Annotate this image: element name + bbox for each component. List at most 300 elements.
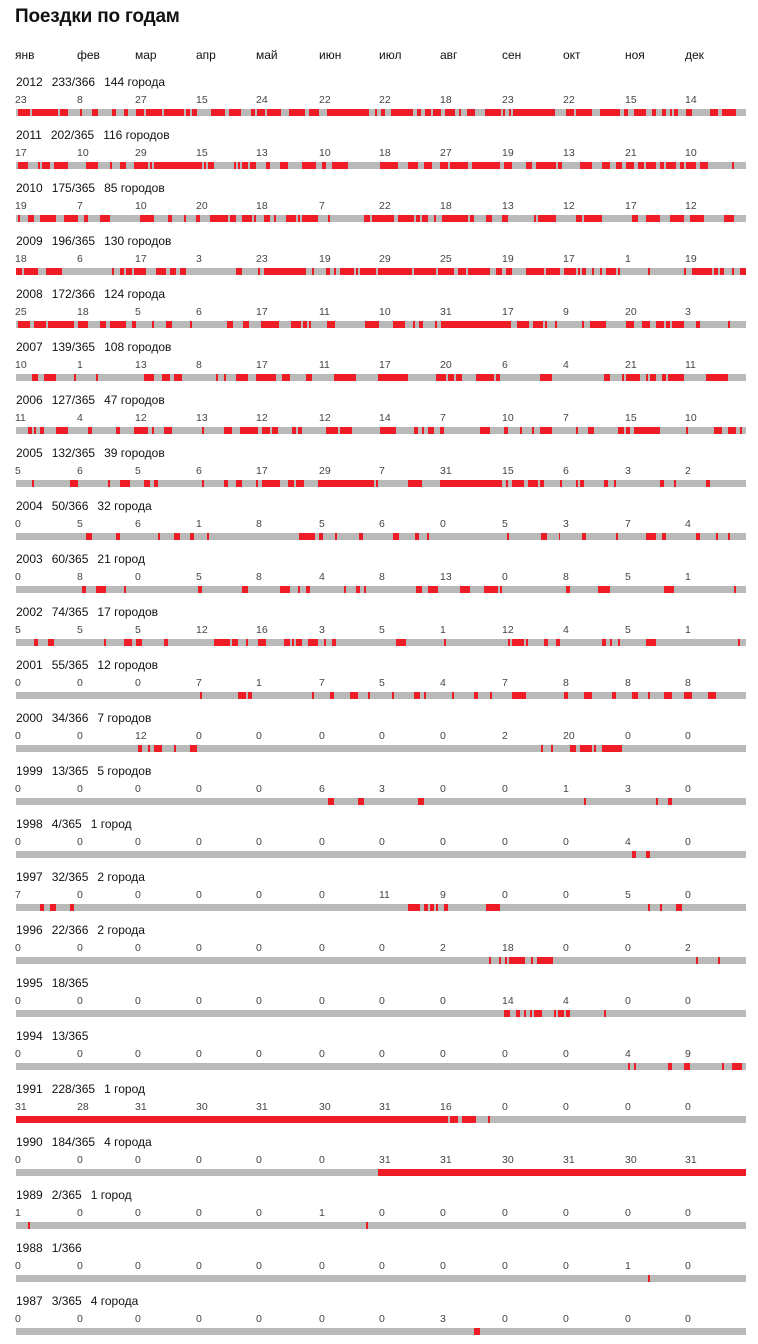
month-count: 0 xyxy=(135,1048,141,1060)
month-count: 1 xyxy=(319,1207,325,1219)
trip-segment xyxy=(86,162,98,169)
trip-segment xyxy=(48,639,54,646)
month-count: 10 xyxy=(15,359,27,371)
trip-segment xyxy=(242,162,248,169)
trip-segment xyxy=(708,692,716,699)
month-count: 19 xyxy=(319,253,331,265)
trip-segment xyxy=(562,1010,564,1017)
trip-segment xyxy=(162,374,170,381)
month-count: 10 xyxy=(502,412,514,424)
trip-segment xyxy=(526,268,544,275)
trip-segment xyxy=(32,480,34,487)
trip-segment xyxy=(120,480,130,487)
trip-segment xyxy=(416,586,422,593)
trip-segment xyxy=(474,692,478,699)
trip-segment xyxy=(324,639,326,646)
trip-segment xyxy=(546,268,560,275)
month-count: 5 xyxy=(625,624,631,636)
month-count: 0 xyxy=(440,1260,446,1272)
month-count: 29 xyxy=(135,147,147,159)
trip-segment xyxy=(134,1116,196,1123)
trip-segment xyxy=(418,798,424,805)
month-count: 2 xyxy=(685,465,691,477)
trip-segment xyxy=(208,162,214,169)
trip-segment xyxy=(666,162,676,169)
trip-segment xyxy=(146,109,162,116)
cities-count: 116 городов xyxy=(103,128,170,142)
trip-segment xyxy=(192,109,198,116)
month-count: 0 xyxy=(77,677,83,689)
month-count: 30 xyxy=(502,1154,514,1166)
trip-segment xyxy=(238,162,240,169)
trip-segment xyxy=(582,321,584,328)
trip-segment xyxy=(728,321,730,328)
days-ratio: 139/365 xyxy=(51,340,96,354)
trip-segment xyxy=(508,639,510,646)
trip-segment xyxy=(298,215,300,222)
month-count: 0 xyxy=(440,1048,446,1060)
trip-segment xyxy=(532,427,534,434)
month-count: 10 xyxy=(685,412,697,424)
trip-segment xyxy=(120,268,124,275)
trip-segment xyxy=(674,109,678,116)
trip-segment xyxy=(696,957,698,964)
trip-segment xyxy=(686,162,696,169)
month-count: 23 xyxy=(256,253,268,265)
trip-segment xyxy=(202,427,204,434)
month-count: 18 xyxy=(379,147,391,159)
month-count: 0 xyxy=(625,942,631,954)
trip-segment xyxy=(516,1010,520,1017)
trip-segment xyxy=(534,215,536,222)
trip-segment xyxy=(618,268,620,275)
trip-segment xyxy=(580,480,584,487)
year-label: 2001 xyxy=(16,658,43,672)
trip-segment xyxy=(204,162,206,169)
trip-segment xyxy=(424,162,432,169)
trip-segment xyxy=(624,109,628,116)
year-header xyxy=(16,234,180,248)
year-label: 2005 xyxy=(16,446,43,460)
trip-segment xyxy=(526,639,528,646)
trip-segment xyxy=(327,321,335,328)
trip-segment xyxy=(380,162,398,169)
trip-segment xyxy=(648,268,650,275)
days-ratio: 22/366 xyxy=(51,923,89,937)
month-count: 4 xyxy=(440,677,446,689)
trip-segment xyxy=(499,957,501,964)
month-count: 0 xyxy=(15,571,21,583)
days-ratio: 196/365 xyxy=(51,234,96,248)
trip-segment xyxy=(332,639,336,646)
trip-segment xyxy=(684,1063,690,1070)
trip-segment xyxy=(42,162,50,169)
trip-segment xyxy=(524,1010,526,1017)
trip-segment xyxy=(284,639,290,646)
trip-segment xyxy=(462,1116,476,1123)
trip-segment xyxy=(134,268,146,275)
days-ratio: 202/365 xyxy=(50,128,95,142)
trip-segment xyxy=(254,215,256,222)
month-count: 0 xyxy=(77,995,83,1007)
year-label: 1987 xyxy=(16,1294,43,1308)
trip-segment xyxy=(108,480,110,487)
trip-segment xyxy=(180,268,186,275)
days-ratio: 60/365 xyxy=(51,552,89,566)
trip-segment xyxy=(312,692,314,699)
trip-segment xyxy=(224,427,232,434)
trip-segment xyxy=(470,215,474,222)
trip-segment xyxy=(460,586,470,593)
month-count: 0 xyxy=(77,1048,83,1060)
trip-segment xyxy=(434,215,436,222)
trip-segment xyxy=(564,268,576,275)
month-count: 15 xyxy=(196,147,208,159)
month-count: 0 xyxy=(502,571,508,583)
trip-segment xyxy=(326,268,330,275)
trip-segment xyxy=(44,374,56,381)
month-count: 4 xyxy=(625,1048,631,1060)
trip-segment xyxy=(88,427,92,434)
trip-segment xyxy=(734,586,736,593)
year-header xyxy=(16,1241,100,1255)
month-count: 1 xyxy=(625,253,631,265)
cities-count: 2 города xyxy=(97,923,145,937)
year-header xyxy=(16,181,174,195)
month-count: 0 xyxy=(196,836,202,848)
month-count: 0 xyxy=(77,783,83,795)
trip-segment xyxy=(298,586,300,593)
month-count: 19 xyxy=(15,200,27,212)
trip-segment xyxy=(584,692,592,699)
trip-segment xyxy=(503,321,511,328)
month-count: 9 xyxy=(685,1048,691,1060)
trip-segment xyxy=(634,427,660,434)
trip-segment xyxy=(638,162,644,169)
month-count: 0 xyxy=(256,730,262,742)
month-count: 28 xyxy=(77,1101,89,1113)
trip-segment xyxy=(570,745,576,752)
days-ratio: 172/366 xyxy=(51,287,96,301)
month-count: 7 xyxy=(15,889,21,901)
chart-title: Поездки по годам xyxy=(15,6,180,27)
month-count: 0 xyxy=(379,836,385,848)
cities-count: 5 городов xyxy=(97,764,152,778)
trip-segment xyxy=(502,215,508,222)
trip-segment xyxy=(327,109,369,116)
month-count: 0 xyxy=(256,995,262,1007)
month-count: 4 xyxy=(685,518,691,530)
month-count: 0 xyxy=(440,1207,446,1219)
month-count: 31 xyxy=(135,1101,147,1113)
trip-segment xyxy=(50,904,56,911)
trip-segment xyxy=(326,427,338,434)
trip-segment xyxy=(378,374,408,381)
month-count: 0 xyxy=(685,1260,691,1272)
trip-segment xyxy=(303,321,307,328)
trip-segment xyxy=(672,321,684,328)
trip-segment xyxy=(258,268,260,275)
month-count: 0 xyxy=(77,1154,83,1166)
trip-segment xyxy=(662,374,666,381)
month-label: июл xyxy=(379,48,402,62)
trip-segment xyxy=(156,268,166,275)
trip-segment xyxy=(660,480,664,487)
month-count: 0 xyxy=(319,995,325,1007)
month-count: 17 xyxy=(379,359,391,371)
trip-segment xyxy=(544,639,548,646)
trip-segment xyxy=(238,692,246,699)
trip-segment xyxy=(422,215,428,222)
month-count: 5 xyxy=(379,677,385,689)
month-count: 12 xyxy=(319,412,331,424)
month-count: 17 xyxy=(256,359,268,371)
days-ratio: 132/365 xyxy=(51,446,96,460)
trip-segment xyxy=(140,215,154,222)
trip-segment xyxy=(714,427,722,434)
month-count: 0 xyxy=(256,1207,262,1219)
month-count: 10 xyxy=(77,147,89,159)
trip-segment xyxy=(541,533,547,540)
trip-segment xyxy=(656,321,664,328)
month-count: 0 xyxy=(563,836,569,848)
month-count: 31 xyxy=(440,1154,452,1166)
month-count: 0 xyxy=(77,889,83,901)
trip-segment xyxy=(441,321,503,328)
month-count: 12 xyxy=(135,730,147,742)
trip-segment xyxy=(626,162,634,169)
trip-segment xyxy=(186,109,190,116)
trip-segment xyxy=(306,374,312,381)
trip-segment xyxy=(602,162,610,169)
year-bar xyxy=(16,533,746,540)
trip-segment xyxy=(34,427,36,434)
trip-segment xyxy=(504,1010,510,1017)
month-count: 0 xyxy=(685,1101,691,1113)
trip-segment xyxy=(230,215,236,222)
month-count: 18 xyxy=(440,200,452,212)
trip-segment xyxy=(380,427,396,434)
trip-segment xyxy=(236,268,242,275)
trip-segment xyxy=(566,586,570,593)
days-ratio: 13/365 xyxy=(51,764,89,778)
trip-segment xyxy=(190,533,194,540)
month-count: 13 xyxy=(256,147,268,159)
month-count: 1 xyxy=(196,518,202,530)
month-count: 17 xyxy=(135,253,147,265)
trip-segment xyxy=(312,268,314,275)
trip-segment xyxy=(588,427,594,434)
trip-segment xyxy=(350,692,358,699)
month-count: 0 xyxy=(440,995,446,1007)
month-count: 4 xyxy=(77,412,83,424)
month-count: 10 xyxy=(135,200,147,212)
trip-segment xyxy=(540,427,552,434)
trip-segment xyxy=(488,1116,490,1123)
trip-segment xyxy=(668,374,684,381)
month-count: 23 xyxy=(502,94,514,106)
month-count: 0 xyxy=(77,1260,83,1272)
trip-segment xyxy=(134,162,148,169)
year-bar xyxy=(16,1063,746,1070)
trip-segment xyxy=(375,109,377,116)
month-count: 0 xyxy=(196,995,202,1007)
trip-segment xyxy=(656,798,658,805)
month-count: 0 xyxy=(502,1048,508,1060)
trip-segment xyxy=(533,321,543,328)
month-count: 9 xyxy=(440,889,446,901)
month-count: 0 xyxy=(196,1154,202,1166)
trip-segment xyxy=(210,215,228,222)
trip-segment xyxy=(415,533,419,540)
trip-segment xyxy=(456,374,462,381)
trip-segment xyxy=(164,109,184,116)
cities-count: 130 городов xyxy=(104,234,172,248)
trip-segment xyxy=(706,480,710,487)
month-count: 12 xyxy=(563,200,575,212)
trip-segment xyxy=(732,1063,742,1070)
month-count: 0 xyxy=(196,730,202,742)
month-count: 4 xyxy=(563,359,569,371)
trip-segment xyxy=(174,533,180,540)
month-count: 2 xyxy=(685,942,691,954)
month-count: 23 xyxy=(15,94,27,106)
month-count: 0 xyxy=(196,942,202,954)
trip-segment xyxy=(646,374,648,381)
month-count: 0 xyxy=(15,1048,21,1060)
trip-segment xyxy=(214,639,230,646)
month-count: 30 xyxy=(319,1101,331,1113)
month-count: 30 xyxy=(625,1154,637,1166)
month-count: 17 xyxy=(15,147,27,159)
month-count: 0 xyxy=(379,1313,385,1325)
trip-segment xyxy=(560,480,562,487)
trip-segment xyxy=(696,533,700,540)
cities-count: 39 городов xyxy=(104,446,165,460)
trip-segment xyxy=(308,639,318,646)
trip-segment xyxy=(674,480,676,487)
trip-segment xyxy=(28,427,32,434)
trip-segment xyxy=(732,268,734,275)
month-count: 0 xyxy=(15,783,21,795)
month-count: 19 xyxy=(502,147,514,159)
month-count: 11 xyxy=(15,412,26,424)
trip-segment xyxy=(240,427,256,434)
month-count: 12 xyxy=(256,412,268,424)
month-count: 6 xyxy=(77,465,83,477)
month-count: 3 xyxy=(319,624,325,636)
trip-segment xyxy=(604,374,610,381)
trip-segment xyxy=(485,109,501,116)
trip-segment xyxy=(242,215,252,222)
month-label: дек xyxy=(685,48,704,62)
month-count: 20 xyxy=(440,359,452,371)
trip-segment xyxy=(150,162,152,169)
month-count: 0 xyxy=(379,1260,385,1272)
month-count: 8 xyxy=(256,518,262,530)
year-label: 2006 xyxy=(16,393,43,407)
trip-segment xyxy=(280,162,288,169)
year-label: 2004 xyxy=(16,499,43,513)
month-count: 17 xyxy=(256,465,268,477)
trip-segment xyxy=(690,215,704,222)
trip-segment xyxy=(632,215,638,222)
trip-segment xyxy=(531,957,533,964)
year-bar xyxy=(16,1222,746,1229)
trip-segment xyxy=(618,427,624,434)
month-count: 0 xyxy=(379,995,385,1007)
month-count: 18 xyxy=(440,94,452,106)
year-header xyxy=(16,870,154,884)
month-count: 21 xyxy=(625,147,637,159)
month-count: 31 xyxy=(256,1101,268,1113)
month-count: 10 xyxy=(685,147,697,159)
trip-segment xyxy=(112,268,114,275)
month-count: 0 xyxy=(196,889,202,901)
trip-segment xyxy=(616,162,622,169)
trip-segment xyxy=(600,268,602,275)
month-count: 4 xyxy=(563,624,569,636)
month-count: 31 xyxy=(440,465,452,477)
month-count: 31 xyxy=(563,1154,575,1166)
trip-segment xyxy=(16,268,22,275)
trip-segment xyxy=(392,692,394,699)
month-count: 5 xyxy=(77,624,83,636)
month-count: 0 xyxy=(15,677,21,689)
year-label: 2003 xyxy=(16,552,43,566)
month-count: 0 xyxy=(502,889,508,901)
month-count: 17 xyxy=(563,253,575,265)
trip-segment xyxy=(302,162,316,169)
trip-segment xyxy=(251,109,255,116)
trip-segment xyxy=(436,904,438,911)
month-count: 0 xyxy=(502,1260,508,1272)
year-bar xyxy=(16,798,746,805)
month-count: 5 xyxy=(196,571,202,583)
trip-segment xyxy=(490,692,492,699)
month-count: 16 xyxy=(440,1101,452,1113)
days-ratio: 1/366 xyxy=(51,1241,82,1255)
trip-segment xyxy=(413,321,415,328)
trip-segment xyxy=(442,215,468,222)
trip-segment xyxy=(256,480,258,487)
trip-segment xyxy=(306,586,310,593)
trip-segment xyxy=(236,374,248,381)
trip-segment xyxy=(696,321,700,328)
month-count: 8 xyxy=(77,94,83,106)
year-label: 1996 xyxy=(16,923,43,937)
year-label: 1994 xyxy=(16,1029,43,1043)
month-count: 19 xyxy=(502,253,514,265)
trip-segment xyxy=(576,480,578,487)
year-header xyxy=(16,817,141,831)
trip-segment xyxy=(80,109,82,116)
trip-segment xyxy=(236,480,242,487)
month-count: 3 xyxy=(625,783,631,795)
trip-segment xyxy=(86,533,92,540)
month-count: 0 xyxy=(625,1101,631,1113)
trip-segment xyxy=(440,1169,502,1176)
month-label: июн xyxy=(319,48,342,62)
days-ratio: 127/365 xyxy=(51,393,96,407)
month-count: 5 xyxy=(502,518,508,530)
trip-segment xyxy=(328,215,330,222)
trip-segment xyxy=(728,427,736,434)
trip-segment xyxy=(28,215,34,222)
trip-segment xyxy=(540,480,544,487)
trip-segment xyxy=(618,639,620,646)
month-count: 0 xyxy=(625,1313,631,1325)
